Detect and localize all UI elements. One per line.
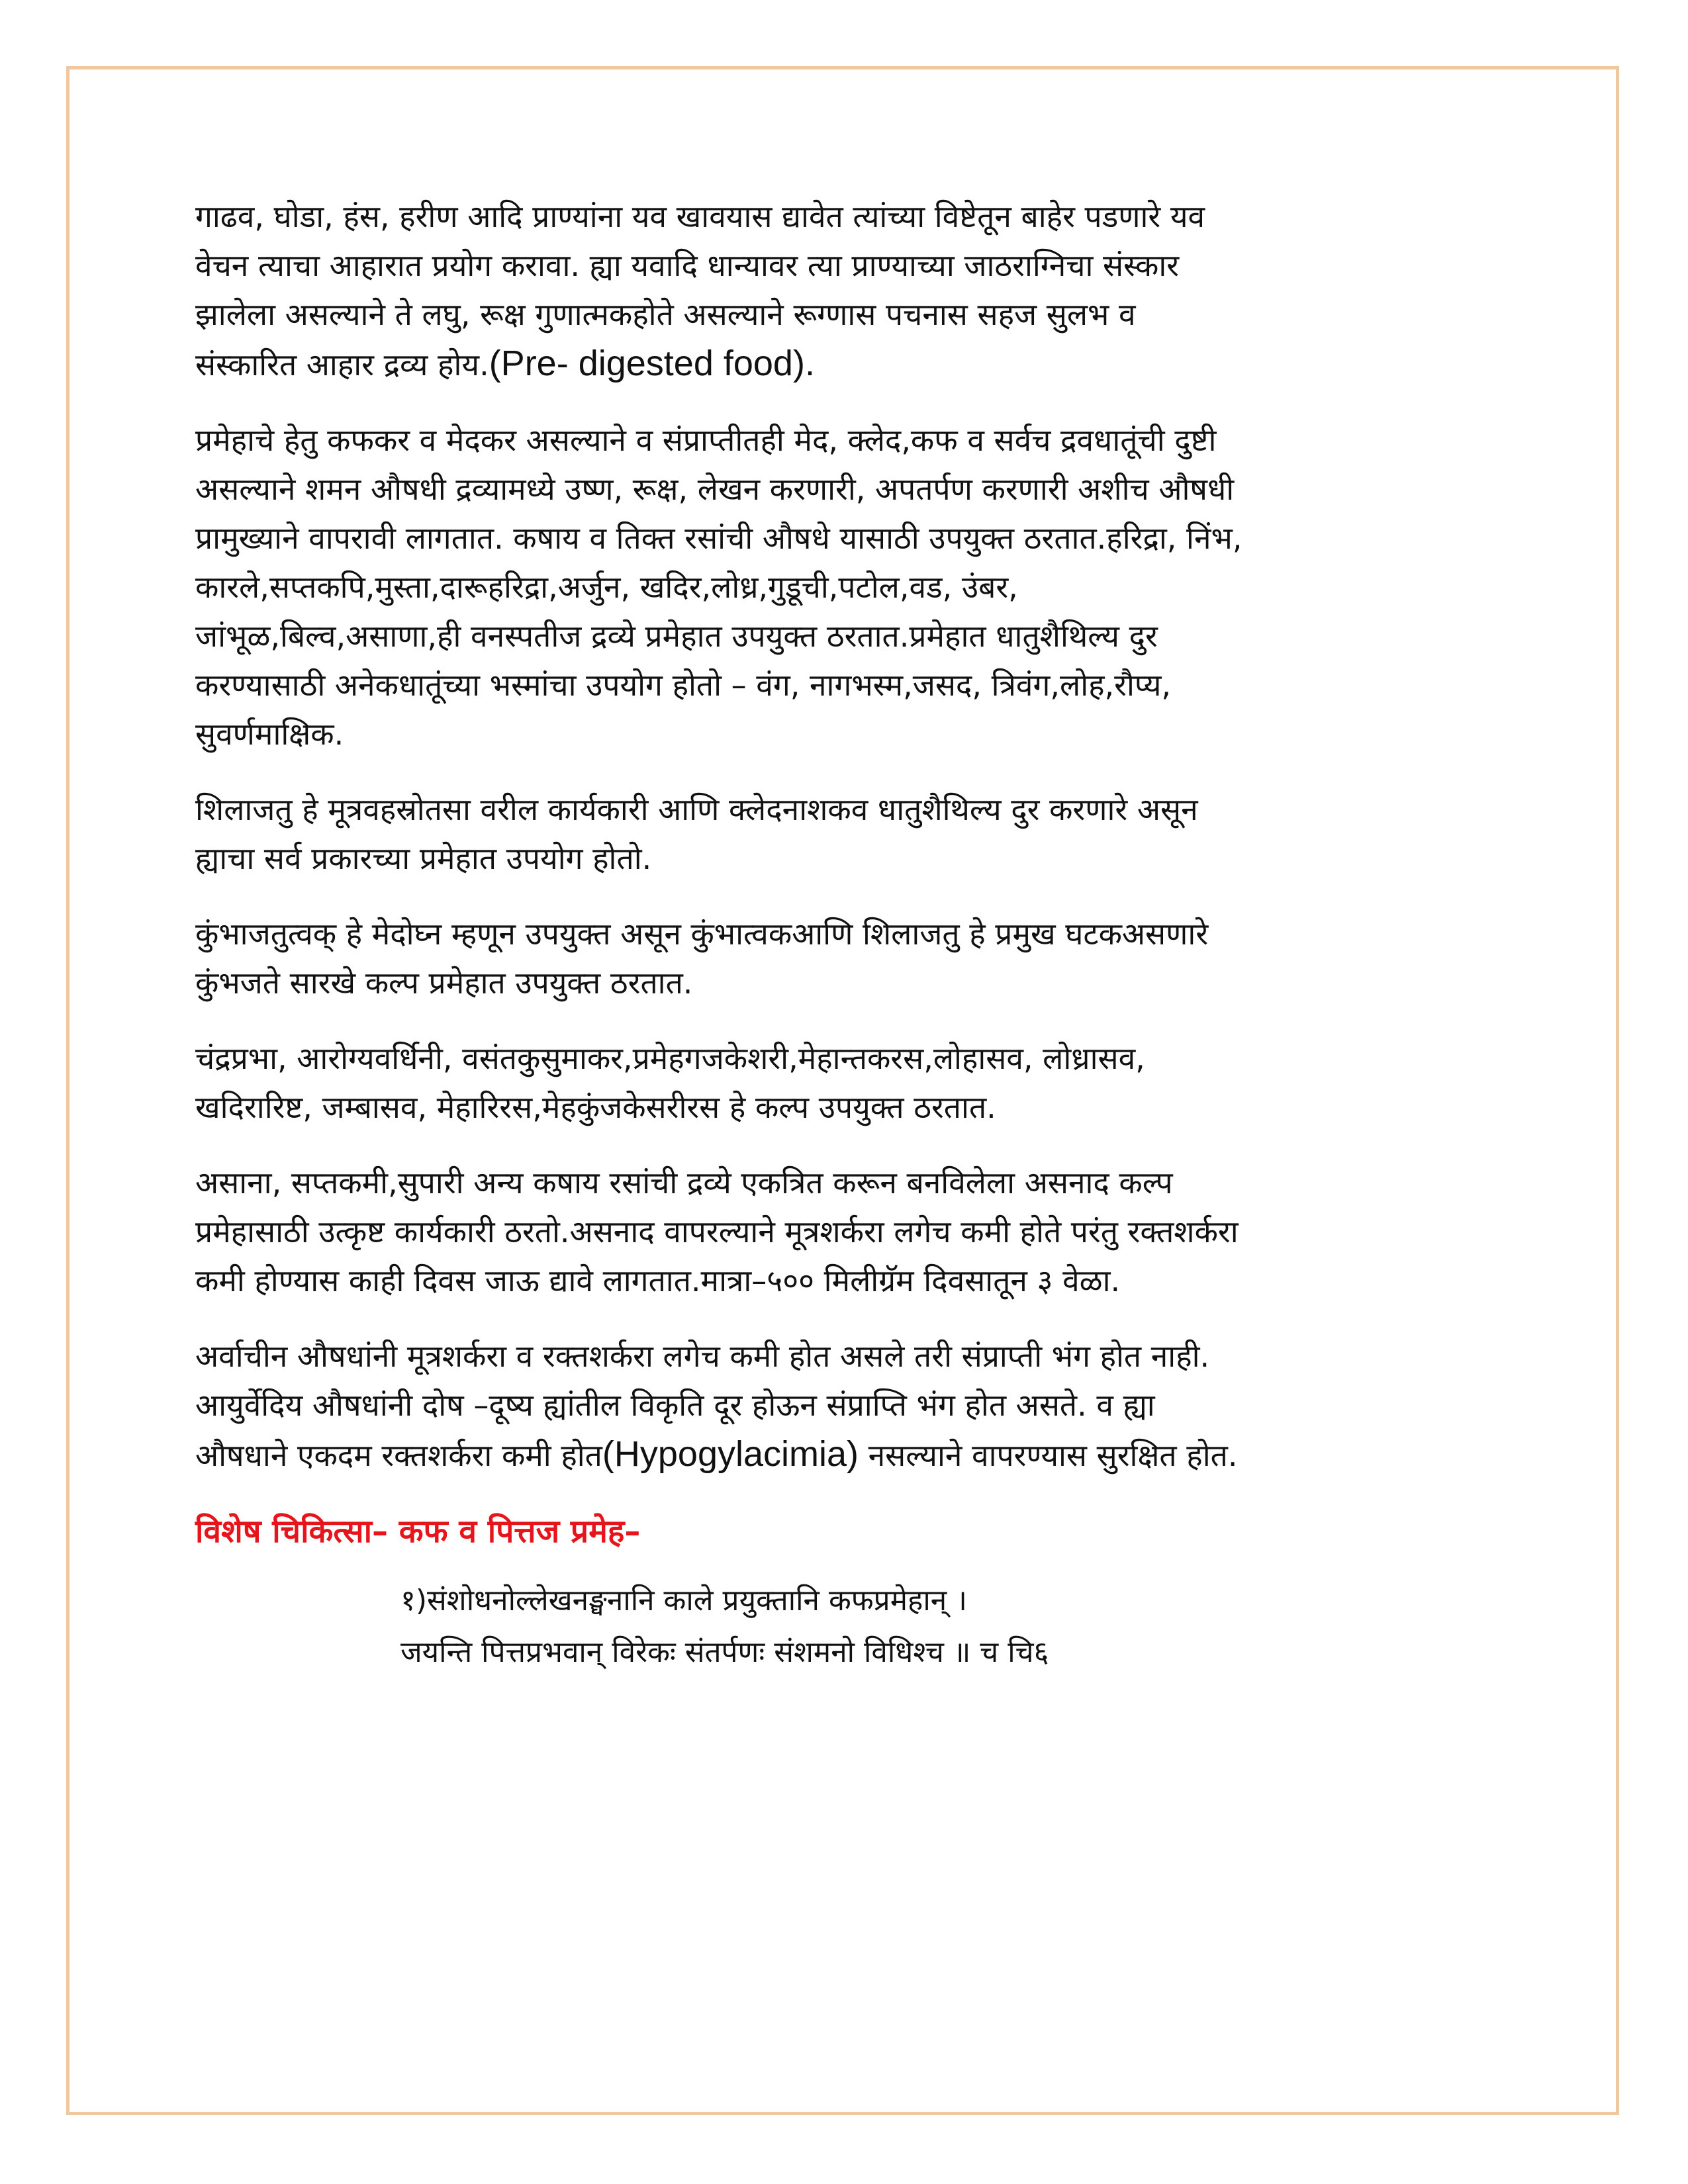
document-body — [195, 192, 1516, 1678]
paragraph-herbs — [195, 416, 1516, 758]
text-line: कुंभाजतुत्वक् हे मेदोघ्न म्हणून उपयुक्त असून कुंभात्वकआणि शिलाजतु हे प्रमुख घटकअसणारे — [195, 916, 1209, 952]
text-line: करण्यासाठी अनेकधातूंच्या भस्मांचा उपयोग होतो – वंग, नागभस्म,जसद, त्रिवंग,लोह,रौप्य, — [195, 667, 1172, 703]
text-line: चंद्रप्रभा, आरोग्यवर्धिनी, वसंतकुसुमाकर,प्रमेहगजकेशरी,मेहान्तकरस,लोहासव, लोध्रासव, — [195, 1040, 1145, 1076]
verse-line: जयन्ति पित्तप्रभवान् विरेकः संतर्पणः संशमनो विधिश्च ॥ च चि६ — [400, 1635, 1049, 1669]
text-line: सुवर्णमाक्षिक. — [195, 716, 344, 752]
text-segment: संस्कारित आहार द्रव्य होय. — [195, 347, 489, 383]
verse-line: १)संशोधनोल्लेखनङ्घनानि काले प्रयुक्तानि कफप्रमेहान् । — [400, 1584, 967, 1617]
text-line: आयुर्वेदिय औषधांनी दोष –दूष्य ह्यांतील विकृति दूर होऊन संप्राप्ति भंग होत असते. व ह्या — [195, 1387, 1155, 1423]
text-line: खदिरारिष्ट, जम्बासव, मेहारिरस,मेहकुंजकेसरीरस हे कल्प उपयुक्त ठरतात. — [195, 1089, 996, 1125]
text-line: असल्याने शमन औषधी द्रव्यामध्ये उष्ण, रूक्ष, लेखन करणारी, अपतर्पण करणारी अशीच औषधी — [195, 471, 1235, 507]
text-line: अर्वाचीन औषधांनी मूत्रशर्करा व रक्तशर्करा लगेच कमी होत असले तरी संप्राप्ती भंग होत नाही. — [195, 1338, 1210, 1374]
text-line: प्रमेहाचे हेतु कफकर व मेदकर असल्याने व संप्राप्तीतही मेद, क्लेद,कफ व सर्वच द्रवधातूंची दुष्टी — [195, 422, 1217, 458]
text-line: प्रामुख्याने वापरावी लागतात. कषाय व तिक्त रसांची औषधे यासाठी उपयुक्त ठरतात.हरिद्रा, निंभ, — [195, 520, 1243, 556]
text-segment: नसल्याने वापरण्यास सुरक्षित होत. — [859, 1437, 1238, 1473]
text-line: ह्याचा सर्व प्रकारच्या प्रमेहात उपयोग होतो. — [195, 841, 652, 876]
text-line: गाढव, घोडा, हंस, हरीण आदि प्राण्यांना यव खावयास द्यावेत त्यांच्या विष्टेतून बाहेर पडणारे यव — [195, 199, 1205, 234]
text-segment: औषधाने एकदम रक्तशर्करा कमी होत — [195, 1437, 602, 1473]
text-line — [195, 339, 1516, 389]
sanskrit-verse — [195, 1575, 1516, 1678]
text-line: कुंभजते सारखे कल्प प्रमेहात उपयुक्त ठरतात. — [195, 965, 693, 1001]
text-line — [195, 1430, 1516, 1480]
paragraph-pre-digested-food — [195, 192, 1516, 389]
paragraph-asanad — [195, 1158, 1516, 1305]
section-heading: विशेष चिकित्सा– कफ व पित्तज प्रमेह– — [195, 1513, 641, 1550]
text-line: वेचन त्याचा आहारात प्रयोग करावा. ह्या यवादि धान्यावर त्या प्राण्याच्या जाठराग्निचा संस्कार — [195, 248, 1180, 283]
paragraph-shilajatu — [195, 785, 1516, 883]
text-line: जांभूळ,बिल्व,असाणा,ही वनस्पतीज द्रव्ये प्रमेहात उपयुक्त ठरतात.प्रमेहात धातुशैथिल्य दुर — [195, 618, 1158, 654]
text-line: शिलाजतु हे मूत्रवहस्रोतसा वरील कार्यकारी आणि क्लेदनाशकव धातुशैथिल्य दुर करणारे असून — [195, 792, 1198, 827]
text-line: झालेला असल्याने ते लघु, रूक्ष गुणात्मकहोते असल्याने रूग्णास पचनास सहज सुलभ व — [195, 296, 1136, 332]
paragraph-modern-vs-ayurvedic — [195, 1332, 1516, 1480]
english-term: (Hypogylacimia) — [602, 1434, 859, 1474]
paragraph-kumbhajatu — [195, 909, 1516, 1007]
text-line: कारले,सप्तकपि,मुस्ता,दारूहरिद्रा,अर्जुन, खदिर,लोध्र,गुडूची,पटोल,वड, उंबर, — [195, 569, 1018, 605]
english-term: (Pre- digested food). — [489, 343, 815, 383]
text-line: कमी होण्यास काही दिवस जाऊ द्यावे लागतात.मात्रा–५०० मिलीग्रॅम दिवसातून ३ वेळा. — [195, 1263, 1121, 1298]
paragraph-formulations — [195, 1034, 1516, 1132]
text-line: असाना, सप्तकमी,सुपारी अन्य कषाय रसांची द्रव्ये एकत्रित करून बनविलेला असनाद कल्प — [195, 1165, 1173, 1201]
text-line: प्रमेहासाठी उत्कृष्ट कार्यकारी ठरतो.असनाद वापरल्याने मूत्रशर्करा लगेच कमी होते परंतु रक्तशर्करा — [195, 1214, 1239, 1250]
